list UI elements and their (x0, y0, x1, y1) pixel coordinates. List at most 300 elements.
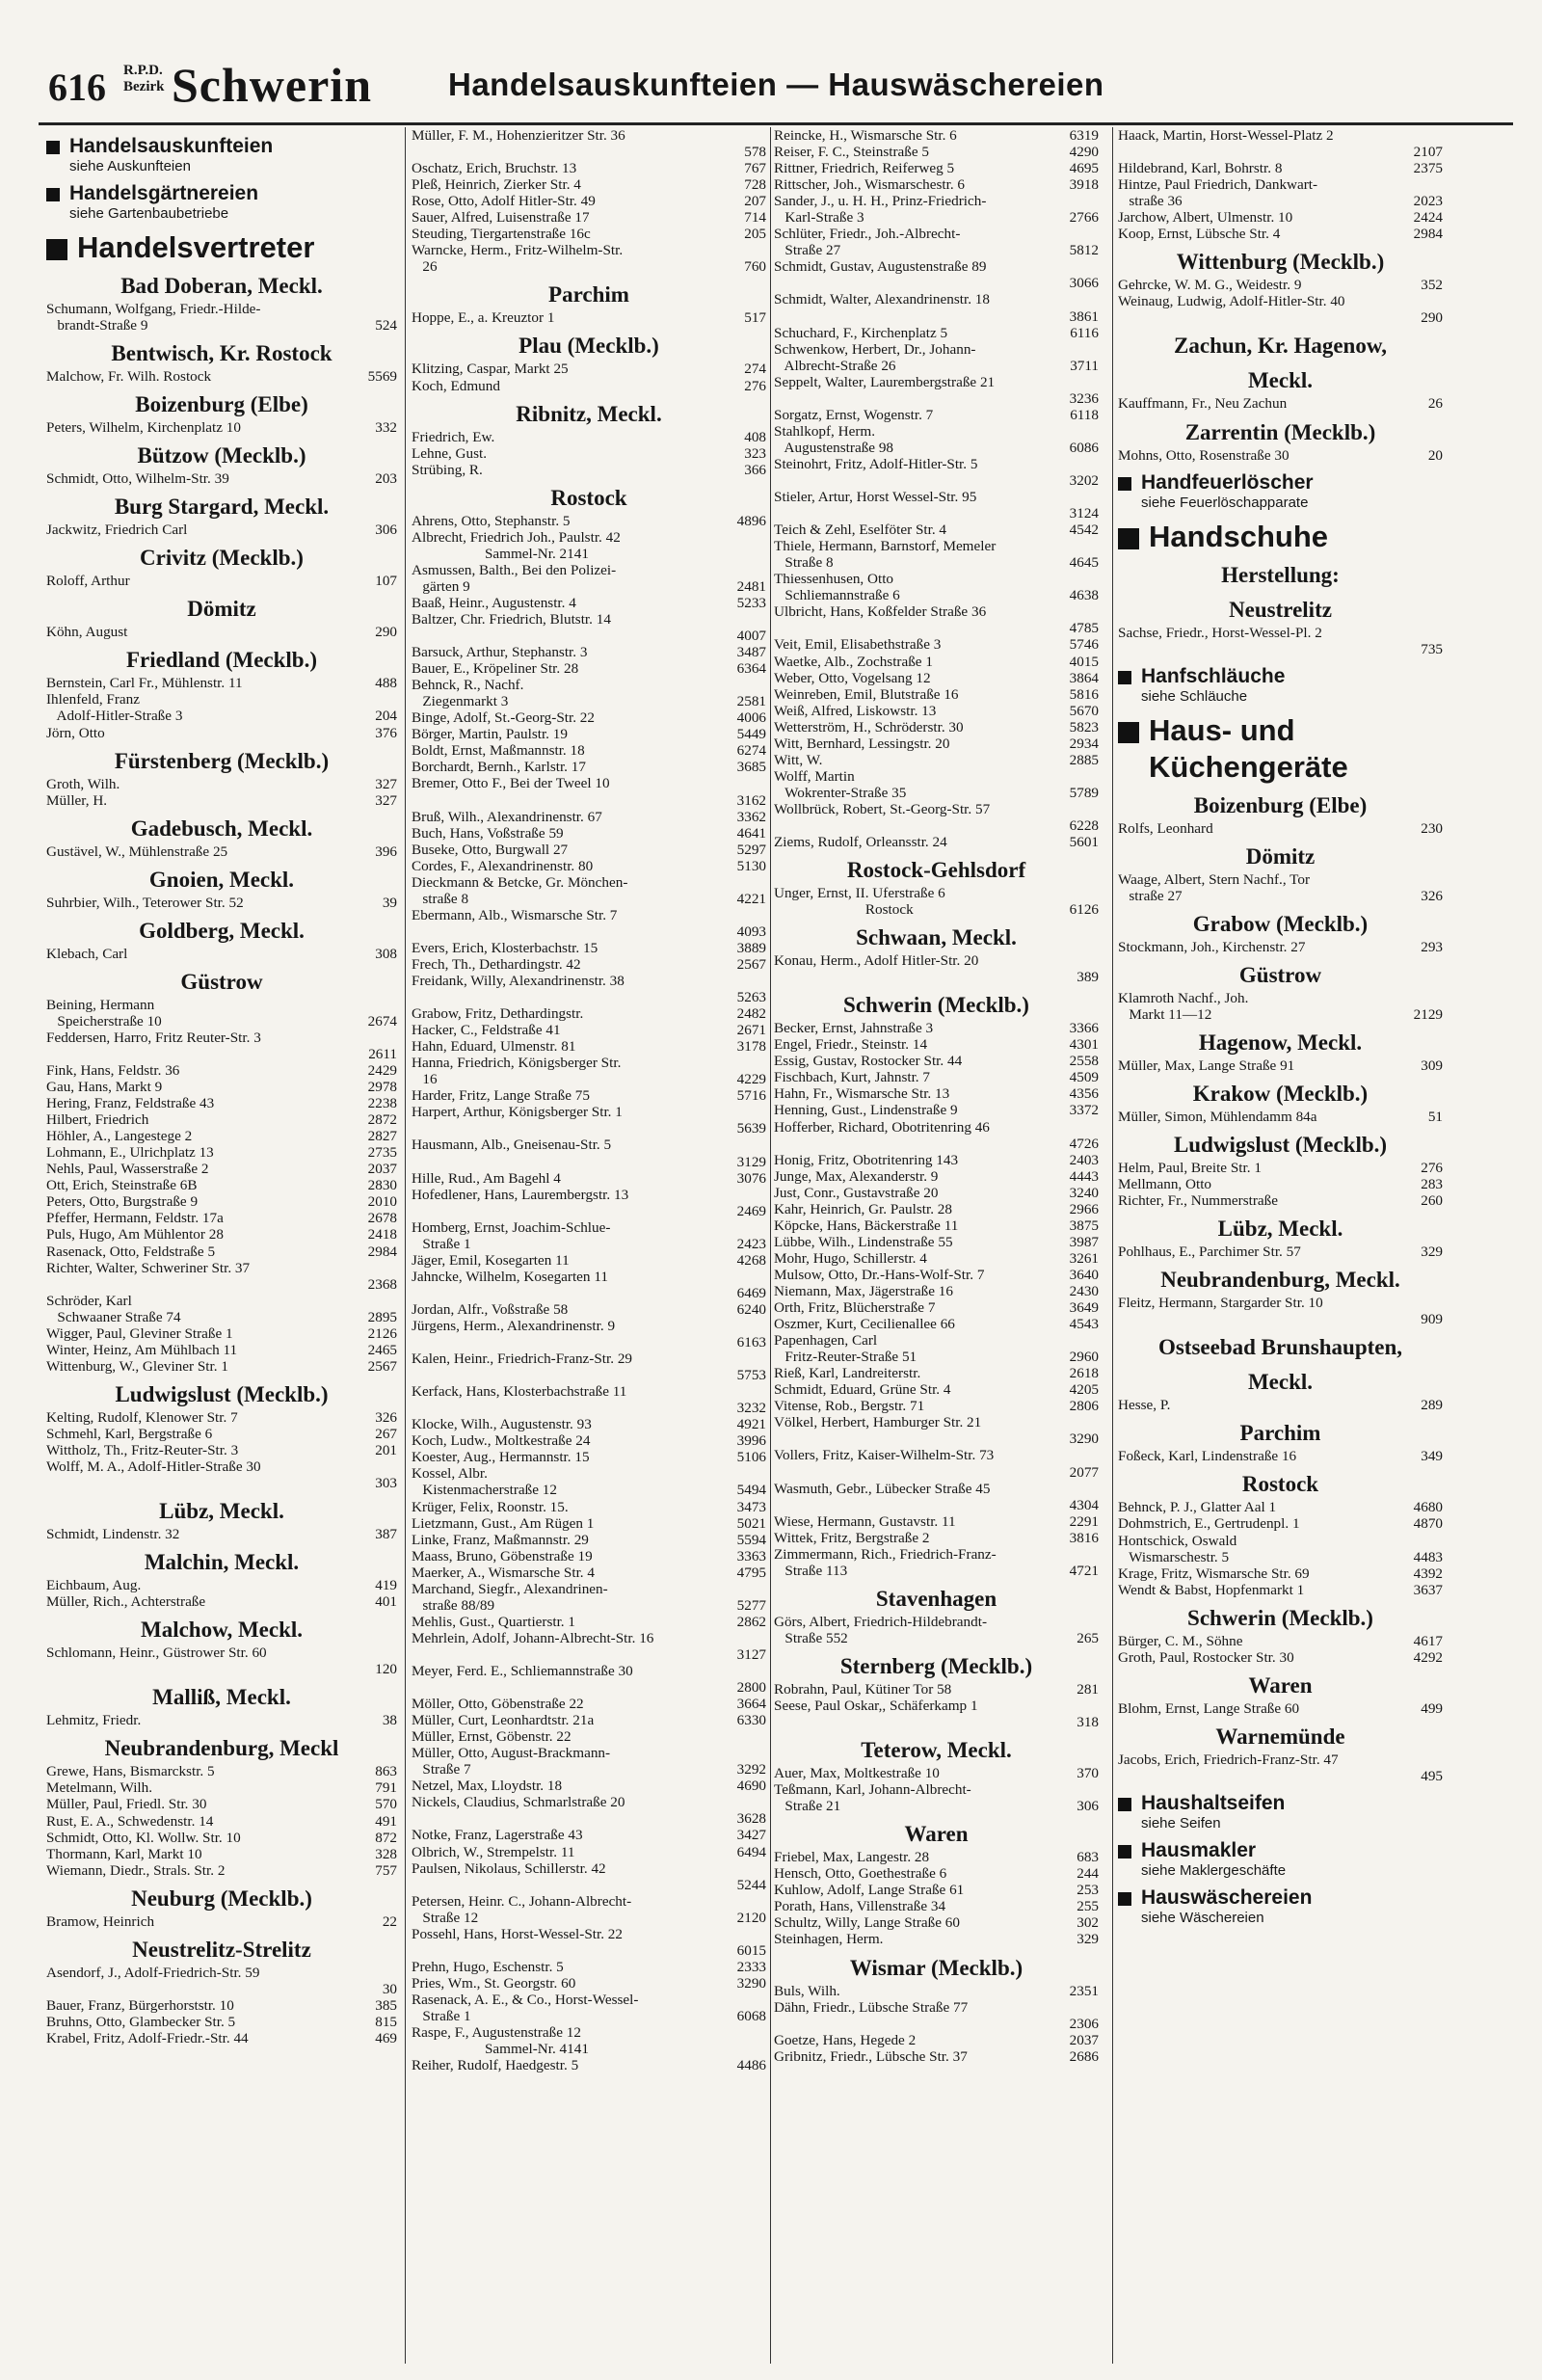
phone-number: 5449 (736, 726, 766, 743)
entry-text: Ziems, Rudolf, Orleansstr. 24 (774, 834, 947, 851)
entry-text: Waage, Albert, Stern Nachf., Tor (1118, 870, 1311, 888)
entry-text: Klebach, Carl (46, 945, 128, 962)
phone-number: 570 (375, 1796, 397, 1813)
entry-text: Albrecht, Friedrich Joh., Paulstr. 42 (412, 528, 621, 546)
entry-text: Wittenburg, W., Gleviner Str. 1 (46, 1357, 228, 1375)
place-heading: Teterow, Meckl. (861, 1738, 1012, 1763)
entry-text: Jahncke, Wilhelm, Kosegarten 11 (412, 1268, 608, 1285)
directory-entry (412, 242, 766, 258)
entry-text: Köpcke, Hans, Bäckerstraße 11 (774, 1217, 959, 1234)
phone-number: 2806 (1069, 1398, 1099, 1415)
entry-text: Hahn, Fr., Wismarsche Str. 13 (774, 1085, 950, 1103)
phone-number: 791 (375, 1779, 397, 1797)
phone-number: 714 (744, 209, 766, 227)
entry-text: Netzel, Max, Lloydstr. 18 (412, 1778, 563, 1795)
entry-text: Weber, Otto, Vogelsang 12 (774, 669, 931, 686)
phone-number: 5106 (736, 1449, 766, 1466)
directory-entry (412, 127, 766, 144)
entry-text: Fleitz, Hermann, Stargarder Str. 10 (1118, 1295, 1323, 1312)
phone-number: 5569 (367, 368, 397, 386)
phone-number: 2934 (1069, 735, 1099, 752)
directory-entry (774, 1765, 1099, 1781)
phone-number: 3816 (1069, 1529, 1099, 1546)
entry-text: Bauer, E., Kröpeliner Str. 28 (412, 660, 579, 678)
directory-entry (774, 1447, 1099, 1463)
phone-number: 2686 (1069, 2047, 1099, 2065)
directory-entry (412, 1383, 766, 1400)
entry-text: Hildebrand, Karl, Bohrstr. 8 (1118, 160, 1283, 177)
entry-text: Pfeffer, Hermann, Feldstr. 17a (46, 1210, 224, 1227)
phone-number: 872 (375, 1829, 397, 1846)
place-heading: Ostseebad Brunshaupten, (1157, 1335, 1403, 1360)
entry-text: Müller, H. (46, 791, 108, 809)
directory-entry (1118, 1633, 1443, 1649)
directory-entry (46, 1458, 397, 1475)
phone-number: 387 (375, 1526, 397, 1543)
entry-text: Weinreben, Emil, Blutstraße 16 (774, 685, 959, 703)
phone-number: 30 (382, 1980, 397, 1997)
phone-number: 2960 (1069, 1349, 1099, 1366)
phone-number: 281 (1077, 1680, 1099, 1698)
phone-number: 767 (744, 160, 766, 177)
directory-entry (412, 1236, 766, 1252)
phone-number: 4229 (736, 1071, 766, 1088)
phone-number: 302 (1077, 1914, 1099, 1932)
phone-number: 51 (1427, 1108, 1443, 1125)
phone-number: 4638 (1069, 587, 1099, 604)
phone-number: 306 (375, 521, 397, 539)
phone-number: 4785 (1069, 620, 1099, 637)
entry-text: Rolfs, Leonhard (1118, 819, 1213, 837)
directory-entry (774, 1614, 1099, 1630)
entry-text: Marchand, Siegfr., Alexandrinen- (412, 1580, 608, 1597)
phone-number: 306 (1077, 1798, 1099, 1815)
directory-entry (1118, 1192, 1443, 1209)
square-bullet-icon (46, 239, 67, 260)
directory-entry (412, 1532, 766, 1548)
phone-number: 2375 (1413, 160, 1443, 177)
phone-number: 2581 (736, 693, 766, 710)
directory-entry (46, 675, 397, 691)
place-heading: Burg Stargard, Meckl. (114, 495, 330, 520)
entry-text: Wittholz, Th., Fritz-Reuter-Str. 3 (46, 1441, 239, 1458)
phone-number: 376 (375, 724, 397, 741)
entry-text: 26 (412, 258, 438, 276)
phone-number: 22 (382, 1912, 397, 1930)
directory-entry (1118, 193, 1443, 209)
directory-entry (1118, 1295, 1443, 1311)
directory-entry (46, 1325, 397, 1342)
phone-number: 290 (375, 624, 397, 641)
directory-entry (774, 768, 1099, 785)
phone-number: 4301 (1069, 1036, 1099, 1054)
directory-entry (1118, 293, 1443, 309)
entry-text: Rostock (774, 901, 914, 919)
directory-entry (774, 1349, 1099, 1365)
entry-text: Hesse, P. (1118, 1397, 1171, 1414)
square-bullet-icon (46, 141, 60, 154)
entry-text: Fischbach, Kurt, Jahnstr. 7 (774, 1069, 930, 1086)
place-heading: Goldberg, Meckl. (139, 918, 305, 943)
entry-text: Hoppe, E., a. Kreuztor 1 (412, 309, 555, 327)
phone-number: 3473 (736, 1498, 766, 1515)
directory-entry (412, 462, 766, 478)
phone-number: 3711 (1070, 357, 1099, 374)
directory-entry (774, 1020, 1099, 1036)
directory-entry (46, 301, 397, 317)
phone-number: 469 (375, 2029, 397, 2046)
directory-entry (774, 456, 1099, 472)
directory-entry (412, 1893, 766, 1910)
entry-text: Köhn, August (46, 624, 128, 641)
phone-number: 2423 (736, 1235, 766, 1252)
phone-number: 3918 (1069, 176, 1099, 194)
phone-number: 757 (375, 1861, 397, 1879)
phone-number: 4870 (1413, 1515, 1443, 1533)
entry-text: Kossel, Albr. (412, 1465, 488, 1483)
directory-entry (774, 686, 1099, 703)
entry-text: Malchow, Fr. Wilh. Rostock (46, 368, 212, 386)
entry-text: Schmidt, Eduard, Grüne Str. 4 (774, 1381, 951, 1399)
directory-entry (774, 901, 1099, 918)
entry-text: Jackwitz, Friedrich Carl (46, 521, 188, 539)
phone-number: 2611 (368, 1045, 397, 1062)
directory-entry (412, 1712, 766, 1728)
phone-number: 276 (744, 377, 766, 394)
place-heading: Warnemünde (1215, 1724, 1345, 1749)
place-heading: Boizenburg (Elbe) (1193, 792, 1368, 817)
column-divider (770, 127, 771, 2364)
phone-number: 4726 (1069, 1135, 1099, 1152)
entry-text: Teßmann, Karl, Johann-Albrecht- (774, 1781, 971, 1799)
directory-entry (774, 1914, 1099, 1931)
directory-entry (412, 874, 766, 891)
entry-text: Ihlenfeld, Franz (46, 691, 140, 709)
phone-number: 499 (1421, 1699, 1443, 1717)
phone-number: 205 (744, 226, 766, 243)
directory-entry (46, 1830, 397, 1846)
directory-entry (412, 956, 766, 973)
directory-entry (412, 226, 766, 242)
phone-number: 2023 (1413, 193, 1443, 210)
phone-number: 3076 (736, 1169, 766, 1187)
district-label: R.P.D. Bezirk (123, 63, 165, 94)
directory-entry (412, 1679, 766, 1696)
place-heading: Malchow, Meckl. (141, 1618, 303, 1643)
directory-entry (412, 1071, 766, 1087)
entry-text: Dähn, Friedr., Lübsche Straße 77 (774, 1998, 969, 2016)
entry-text: Gehrcke, W. M. G., Weidestr. 9 (1118, 277, 1302, 294)
directory-entry (774, 1999, 1099, 2016)
phone-number: 2037 (367, 1161, 397, 1178)
phone-number: 244 (1077, 1865, 1099, 1883)
place-heading: Rostock (550, 485, 627, 510)
entry-text: Buseke, Otto, Burgwall 27 (412, 841, 569, 858)
phone-number: 5297 (736, 841, 766, 858)
directory-entry (46, 1779, 397, 1796)
phone-number: 2978 (367, 1079, 397, 1096)
entry-text: Witt, W. (774, 751, 823, 768)
entry-text: Koester, Aug., Hermannstr. 15 (412, 1449, 590, 1466)
entry-text: Vitense, Rob., Bergstr. 71 (774, 1398, 925, 1415)
entry-text: Klocke, Wilh., Augustenstr. 93 (412, 1416, 592, 1433)
directory-entry (46, 725, 397, 741)
directory-entry (46, 1661, 397, 1677)
phone-number: 366 (744, 461, 766, 478)
phone-number: 3487 (736, 644, 766, 661)
directory-entry (412, 1696, 766, 1712)
entry-text: Becker, Ernst, Jahnstraße 3 (774, 1020, 934, 1037)
entry-text: Meyer, Ferd. E., Schliemannstraße 30 (412, 1662, 633, 1679)
phone-number: 327 (375, 775, 397, 792)
place-heading: Sternberg (Mecklb.) (839, 1653, 1033, 1678)
directory-entry (412, 1597, 766, 1614)
phone-number: 4093 (736, 923, 766, 940)
phone-number: 4290 (1069, 144, 1099, 161)
entry-text: Möller, Otto, Göbenstraße 22 (412, 1696, 584, 1713)
entry-text: Wiemann, Diedr., Strals. Str. 2 (46, 1861, 226, 1879)
directory-entry (46, 1997, 397, 2014)
phone-number: 276 (1421, 1160, 1443, 1177)
directory-entry (412, 1252, 766, 1269)
directory-entry (1118, 127, 1443, 144)
phone-number: 385 (375, 1996, 397, 2014)
directory-entry (774, 1983, 1099, 1999)
phone-number: 38 (382, 1712, 397, 1729)
entry-text: Kalen, Heinr., Friedrich-Franz-Str. 29 (412, 1350, 633, 1368)
entry-text: Schwenkow, Herbert, Dr., Johann- (774, 340, 976, 358)
phone-number: 2735 (367, 1144, 397, 1162)
phone-number: 2107 (1413, 144, 1443, 161)
square-bullet-icon (1118, 1892, 1131, 1906)
entry-text: Pries, Wm., St. Georgstr. 60 (412, 1974, 576, 1992)
category-heading (46, 135, 397, 174)
directory-entry (412, 1367, 766, 1383)
directory-entry (1118, 871, 1443, 888)
page-title: Handelsauskunfteien — Hauswäschereien (448, 67, 1104, 102)
entry-text: straße 36 (1118, 193, 1183, 210)
phone-number: 728 (744, 176, 766, 194)
directory-entry (774, 1431, 1099, 1447)
entry-text: Jarchow, Albert, Ulmenstr. 10 (1118, 209, 1293, 227)
directory-entry (774, 1481, 1099, 1497)
entry-text: Steinohrt, Fritz, Adolf-Hitler-Str. 5 (774, 455, 978, 472)
entry-text: Thiessenhusen, Otto (774, 571, 894, 588)
directory-entry (774, 472, 1099, 489)
entry-text: Groth, Paul, Rostocker Str. 30 (1118, 1648, 1294, 1666)
directory-entry (1118, 888, 1443, 904)
entry-text: Winter, Heinz, Am Mühlbach 11 (46, 1341, 238, 1358)
phone-number: 2481 (736, 577, 766, 595)
directory-entry (46, 1813, 397, 1830)
entry-text: Hille, Rud., Am Bagehl 4 (412, 1169, 561, 1187)
entry-text: Schlüter, Friedr., Joh.-Albrecht- (774, 226, 961, 243)
directory-entry (1118, 1006, 1443, 1023)
phone-number: 401 (375, 1593, 397, 1611)
phone-number: 289 (1421, 1397, 1443, 1414)
directory-entry (774, 785, 1099, 801)
directory-entry (774, 834, 1099, 850)
entry-text: Müller, Simon, Mühlendamm 84a (1118, 1108, 1317, 1125)
entry-text: Rasenack, Otto, Feldstraße 5 (46, 1243, 216, 1260)
square-bullet-icon (1118, 722, 1139, 743)
phone-number: 4921 (736, 1416, 766, 1433)
entry-text: Thormann, Karl, Markt 10 (46, 1845, 202, 1862)
phone-number: 3362 (736, 808, 766, 825)
place-heading: Wittenburg (Mecklb.) (1176, 250, 1385, 275)
phone-number: 230 (1421, 819, 1443, 837)
phone-number: 3292 (736, 1761, 766, 1778)
directory-entry (412, 1959, 766, 1975)
directory-entry (774, 1053, 1099, 1069)
entry-text: Oszmer, Kurt, Cecilienallee 66 (774, 1316, 955, 1333)
phone-number: 107 (375, 573, 397, 590)
entry-text: Kistenmacherstraße 12 (412, 1482, 557, 1499)
phone-number: 5130 (736, 857, 766, 874)
phone-number: 290 (1421, 309, 1443, 327)
directory-entry (412, 1646, 766, 1663)
phone-number: 328 (375, 1845, 397, 1862)
directory-entry (412, 144, 766, 160)
entry-text: straße 88/89 (412, 1596, 495, 1614)
phone-number: 4795 (736, 1564, 766, 1581)
phone-number: 253 (1077, 1882, 1099, 1899)
directory-entry (46, 708, 397, 724)
category-heading (46, 182, 397, 222)
directory-entry (774, 952, 1099, 969)
entry-text: Schmehl, Karl, Bergstraße 6 (46, 1425, 213, 1442)
directory-entry (774, 1849, 1099, 1865)
directory-entry (1118, 1768, 1443, 1784)
phone-number: 203 (375, 470, 397, 488)
entry-text: Freidank, Willy, Alexandrinenstr. 38 (412, 973, 625, 990)
place-heading: Neubrandenburg, Meckl. (1160, 1268, 1400, 1293)
entry-text: Wigger, Paul, Gleviner Straße 1 (46, 1324, 233, 1342)
directory-entry (412, 1400, 766, 1416)
directory-entry (46, 1426, 397, 1442)
phone-number: 4443 (1069, 1167, 1099, 1185)
directory-entry (46, 1342, 397, 1358)
directory-entry (412, 726, 766, 742)
entry-text: Krage, Fritz, Wismarsche Str. 69 (1118, 1564, 1310, 1582)
see-reference: siehe Wäschereien (1141, 1909, 1264, 1926)
phone-number: 4680 (1413, 1499, 1443, 1516)
directory-entry (412, 709, 766, 726)
phone-number: 4356 (1069, 1085, 1099, 1103)
directory-entry (412, 1794, 766, 1810)
phone-number: 2827 (367, 1128, 397, 1145)
directory-entry (412, 429, 766, 445)
directory-entry (774, 1546, 1099, 1563)
entry-text: Wollbrück, Robert, St.-Georg-Str. 57 (774, 800, 991, 817)
entry-text: Seese, Paul Oskar,, Schäferkamp 1 (774, 1697, 978, 1714)
directory-entry (412, 1449, 766, 1465)
entry-text: Völkel, Herbert, Hamburger Str. 21 (774, 1414, 982, 1431)
directory-entry (412, 742, 766, 759)
directory-entry (46, 1079, 397, 1095)
directory-entry (412, 973, 766, 989)
directory-entry (412, 378, 766, 394)
directory-entry (46, 1293, 397, 1309)
directory-entry (774, 1398, 1099, 1414)
directory-entry (46, 1846, 397, 1862)
directory-entry (1118, 309, 1443, 326)
entry-text: Straße 8 (774, 554, 834, 572)
entry-text: Sauer, Alfred, Luisenstraße 17 (412, 209, 590, 227)
entry-text: Straße 21 (774, 1798, 841, 1815)
phone-number: 2671 (736, 1022, 766, 1039)
directory-entry (46, 1095, 397, 1111)
directory-entry (774, 1530, 1099, 1546)
directory-entry (412, 1055, 766, 1071)
entry-text: Bernstein, Carl Fr., Mühlenstr. 11 (46, 675, 243, 692)
entry-text: Wolff, M. A., Adolf-Hitler-Straße 30 (46, 1458, 261, 1476)
entry-text: Jürgens, Herm., Alexandrinenstr. 9 (412, 1318, 616, 1334)
directory-entry (412, 1285, 766, 1301)
entry-text: Porath, Hans, Villenstraße 34 (774, 1898, 946, 1915)
phone-number: 389 (1077, 969, 1099, 986)
entry-text: Schmidt, Otto, Wilhelm-Str. 39 (46, 470, 229, 488)
directory-entry (1118, 209, 1443, 226)
entry-text: Stieler, Artur, Horst Wessel-Str. 95 (774, 489, 977, 506)
directory-entry (1118, 1243, 1443, 1260)
place-heading: Meckl. (1247, 1370, 1314, 1395)
directory-entry (1118, 1565, 1443, 1582)
phone-number: 6126 (1069, 901, 1099, 919)
place-heading: Güstrow (180, 969, 263, 994)
directory-entry (1118, 1700, 1443, 1717)
directory-entry (46, 895, 397, 911)
directory-entry (412, 660, 766, 677)
entry-text: Hensch, Otto, Goethestraße 6 (774, 1865, 947, 1883)
directory-entry (412, 1170, 766, 1187)
entry-text: Schliemannstraße 6 (774, 587, 900, 604)
directory-entry (412, 1663, 766, 1679)
phone-number: 6163 (736, 1334, 766, 1351)
phone-number: 2424 (1413, 209, 1443, 227)
phone-number: 4645 (1069, 554, 1099, 572)
directory-entry (46, 368, 397, 385)
directory-entry (1118, 1515, 1443, 1532)
square-bullet-icon (1118, 528, 1139, 549)
directory-entry (412, 1350, 766, 1367)
entry-text: Vollers, Fritz, Kaiser-Wilhelm-Str. 73 (774, 1447, 995, 1464)
directory-entry (412, 1728, 766, 1745)
directory-entry (412, 1203, 766, 1219)
entry-text: Petersen, Heinr. C., Johann-Albrecht- (412, 1892, 632, 1910)
phone-number: 2567 (736, 955, 766, 973)
directory-entry (774, 554, 1099, 571)
category-heading (1118, 471, 1443, 511)
entry-text: Notke, Franz, Lagerstraße 43 (412, 1827, 583, 1844)
phone-number: 4641 (736, 824, 766, 842)
place-heading: Güstrow (1238, 962, 1322, 987)
directory-entry (1118, 176, 1443, 193)
directory-entry (46, 1243, 397, 1260)
entry-text: Müller, Max, Lange Straße 91 (1118, 1056, 1295, 1074)
entry-text: Pleß, Heinrich, Zierker Str. 4 (412, 176, 581, 194)
phone-number: 6118 (1070, 406, 1099, 423)
directory-entry (412, 693, 766, 709)
page-number: 616 (48, 66, 106, 109)
directory-entry (46, 1409, 397, 1426)
phone-number: 3363 (736, 1547, 766, 1564)
directory-entry (774, 1152, 1099, 1168)
directory-entry (774, 358, 1099, 374)
directory-entry (774, 1630, 1099, 1646)
entry-text: Witt, Bernhard, Lessingstr. 20 (774, 735, 950, 752)
directory-entry (774, 209, 1099, 226)
